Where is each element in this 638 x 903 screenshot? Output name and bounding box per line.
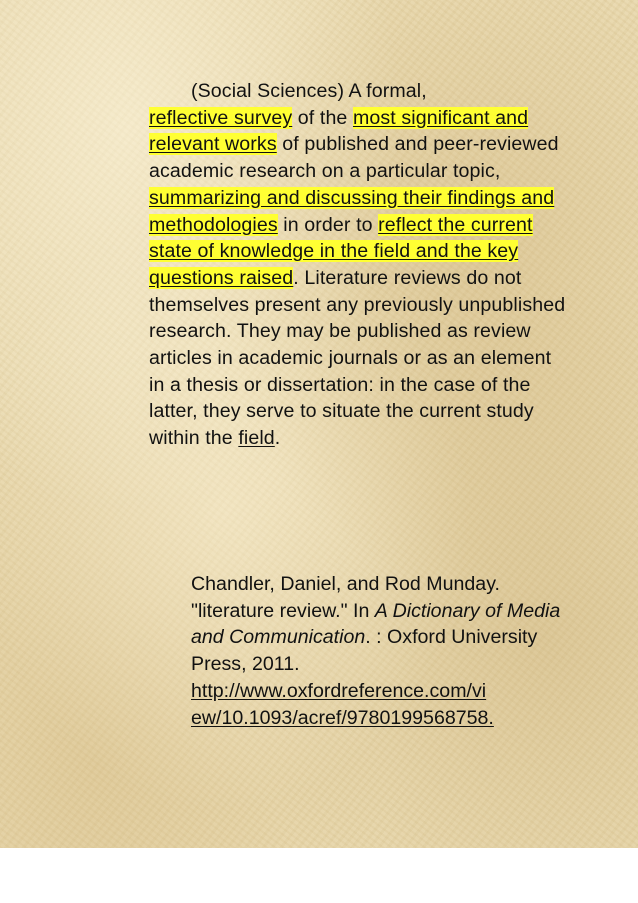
citation-url-link[interactable]: http://www.oxfordreference.com/vi ew/10.1093/acref/9780199568758. bbox=[191, 679, 494, 729]
definition-text: of published and peer-reviewed academic research on a particular topic, bbox=[149, 133, 559, 183]
highlight-methodologies: methodologies bbox=[149, 213, 278, 236]
citation-title: A Dictionary of Media and Communication bbox=[191, 599, 561, 649]
definition-text: . bbox=[274, 427, 281, 450]
definition-text: in order to bbox=[277, 213, 379, 236]
highlight-most-significant: most significant and relevant works bbox=[149, 106, 529, 156]
definition-text: . Literature reviews do not themselves present any previously unpublished research. They may be published as review articles in academic journals or as an element in a thesis or dissertation: in the case of the latter, they serve to situate the current study within the bbox=[149, 266, 566, 450]
definition-text: (Social Sciences) A formal, bbox=[191, 80, 427, 102]
field-link[interactable]: field bbox=[238, 427, 275, 450]
citation-authors: Chandler, Daniel, and Rod Munday. "literature review." In bbox=[191, 573, 500, 622]
citation-block bbox=[191, 571, 571, 731]
citation-publisher: . : Oxford University Press, 2011. bbox=[191, 626, 538, 676]
definition-paragraph bbox=[149, 78, 569, 452]
highlight-reflective-survey: reflective survey bbox=[149, 106, 293, 129]
highlight-summarizing: summarizing and discussing their findings and bbox=[149, 186, 555, 209]
highlight-reflect: reflect the current state of knowledge in the field and the key questions raised bbox=[149, 213, 533, 289]
definition-text: of the bbox=[292, 106, 353, 129]
